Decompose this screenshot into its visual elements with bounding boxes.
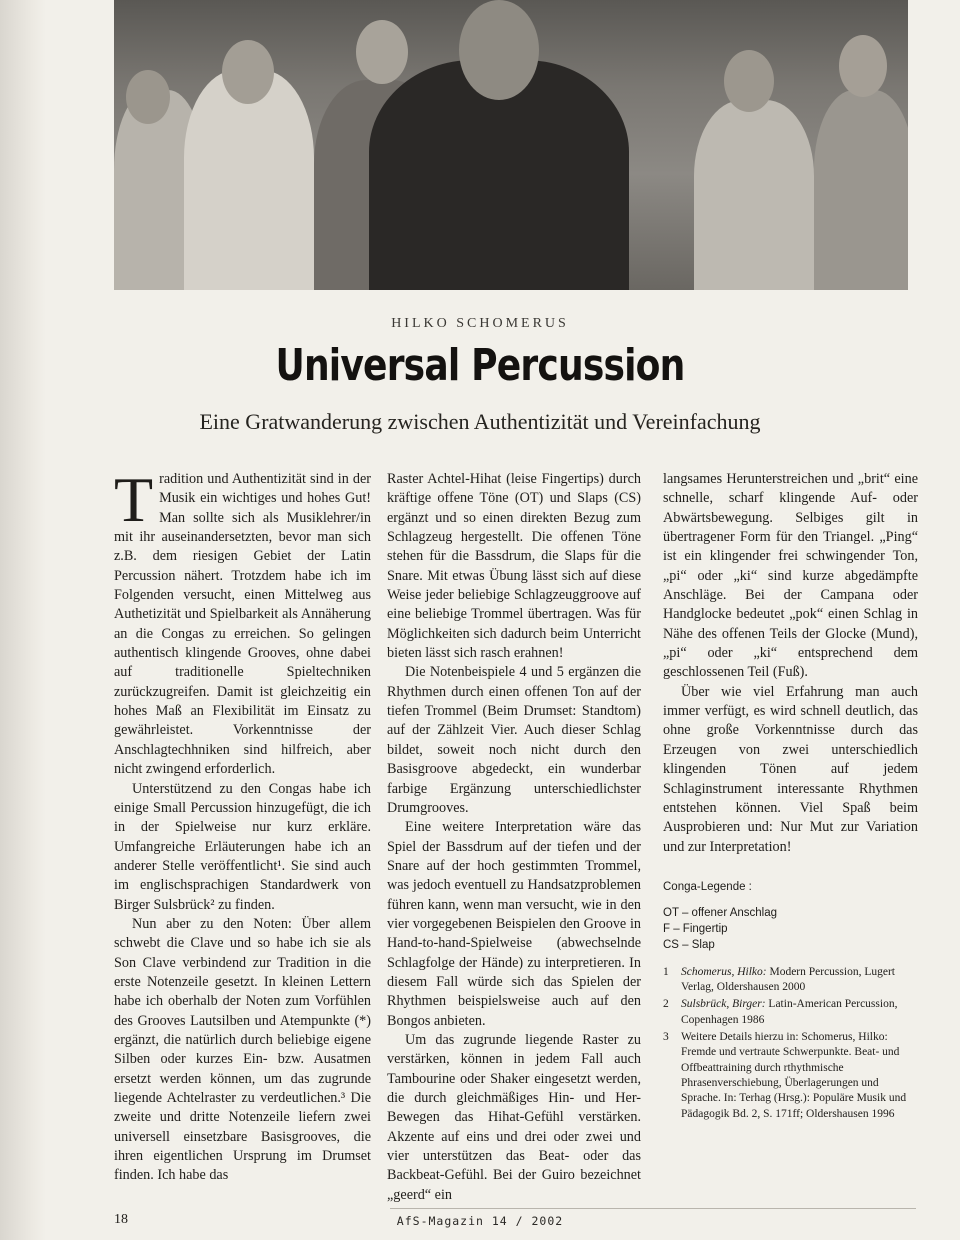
- footnote: 1 Schomerus, Hilko: Modern Percussion, Lugert Verlag, Oldershausen 2000: [663, 965, 895, 994]
- page-shadow: [0, 0, 46, 1240]
- footnote: 2 Sulsbrück, Birger: Latin-American Percussion, Copenhagen 1986: [663, 998, 898, 1026]
- paragraph: Um das zugrunde liegende Raster zu verstärken, können in jedem Fall auch Tambourine oder Shaker eingesetzt werden, die durch gleichmäßiges Hin- und Her-Bewegen das Hihat-Gefühl verstärken. Akzente auf eins und drei oder zwei und vier unterstützen das Beat- oder das Backbeat-Gefühl. Bei der Guiro bezeichnet „geerd“ ein: [387, 1031, 641, 1203]
- footer-rule: [390, 1208, 916, 1209]
- author-byline: HILKO SCHOMERUS: [391, 316, 569, 331]
- paragraph: Eine weitere Interpretation wäre das Spiel der Bassdrum auf der tiefen und der Snare auf der hoch gestimmten Trommel, was jedoch eventuell zu Handsatzproblemen führen kann, wenn man versucht, wie in den vier vorgegebenen Beispielen den Groove in Hand-to-hand-Spielweise (abwechselnde Schlagfolge der Hände) zu interpretieren. In diesem Fall würde sich das Spielen der Rhythmen beispielsweise auch auf den Bongos anbieten.: [387, 819, 641, 1029]
- paragraph: Nun aber zu den Noten: Über allem schwebt die Clave und so habe ich sie als Son Clave verbindend zur Tradition in die erste Notenzeile gesetzt. In kleinen Lettern habe ich oberhalb der Noten zum Vorfühlen des Grooves Lautsilben und Atempunkte (*) ergänzt, die natürlich durch beliebige eigene Silben oder kurzes Ein- bzw. Ausatmen ersetzt werden können, um das zugrunde liegende Achtelraster zu verdeutlichen.³ Die zweite und dritte Notenzeile liefern zwei universell einsetzbare Basisgrooves, die ihren eigentlichen Ursprung im Drumset finden. Ich habe das: [114, 915, 371, 1184]
- column-2: [387, 470, 641, 1205]
- legend-item: CS – Slap: [663, 938, 715, 951]
- legend-item: F – Fingertip: [663, 922, 728, 935]
- footnotes: [663, 965, 918, 1122]
- paragraph: Unterstützend zu den Congas habe ich einige Small Percussion hinzugefügt, die ich in der Spielweise nur kurz erkläre. Umfangreiche Erläuterungen habe ich an anderer Stelle veröffentlicht¹. Sie sind auch im englischsprachigen Standardwerk von Birger Sulsbrück² zu finden.: [114, 780, 371, 913]
- legend-item: OT – offener Anschlag: [663, 906, 778, 919]
- page-number: 18: [114, 1212, 128, 1227]
- article-subtitle: Eine Gratwanderung zwischen Authentizität und Vereinfachung: [199, 409, 761, 434]
- magazine-footer: AfS-Magazin 14 / 2002: [396, 1214, 564, 1228]
- paragraph: Tradition und Authentizität sind in der Musik ein wichtiges und hohes Gut! Man sollte sich als Musiklehrer/in mit ihr auseinandersetzten, bevor man sich z.B. dem riesigen Gebiet der Latin Percussion nähert. Trotzdem habe ich im Folgenden versucht, einen Mittelweg aus Authetizität und Spielbarkeit als Annäherung an die Congas zu erreichen. So gelingen authentisch klingende Grooves, ohne dabei auf traditionelle Spieltechniken zurückzugreifen. Damit ist gleichzeitig ein hohes Maß an Flexibilität im Einsatz zu gewährleistet. Vorkenntnisse der Anschlagtechhniken sind hilfreich, aber nicht zwingend erforderlich.: [114, 464, 371, 778]
- drop-cap: T: [114, 464, 154, 535]
- paragraph: Die Notenbeispiele 4 und 5 ergänzen die Rhythmen durch einen offenen Ton auf der tiefen Trommel (Beim Drumset: Standtom) auf der Zählzeit Vier. Auch dieser Schlag bildet, soweit noch nicht durch den Basisgroove abgedeckt, ein wunderbar farbige Ergänzung unterschiedlichster Drumgrooves.: [387, 664, 641, 816]
- paragraph: Über wie viel Erfahrung man auch immer verfügt, es wird schnell deutlich, das ohne große Vorkenntnisse durch das Erzeugen von zwei unterschiedlich klingenden Tönen auf jedem Schlaginstrument interessante Rhythmen entstehen können. Viel Spaß beim Ausprobieren und: Nur Mut zur Variation und zur Interpretation!: [663, 683, 918, 855]
- article-title: Universal Percussion: [275, 340, 685, 391]
- legend-title: Conga-Legende :: [663, 880, 752, 893]
- paragraph: Raster Achtel-Hihat (leise Fingertips) durch kräftige offene Töne (OT) und Slaps (CS) ergänzt und so einen direkten Bezug zum Schlagzeug hergestellt. Die offenen Töne stehen für die Bassdrum, die Slaps für die Snare. Mit etwas Übung lässt sich auf diese Weise jeder beliebige Schlagzeuggroove auf eine beliebige Trommel übertragen. Was für Möglichkeiten sich dadurch beim Unterricht bieten lässt sich rasch erahnen!: [387, 471, 641, 662]
- footnote: 3 Weitere Details hierzu in: Schomerus, Hilko: Fremde und vertraute Schwerpunkte. Beat- und Offbeattraining durch rthythmische Phrasenverschiebung, Überlagerungen und Sprache. In: Terhag (Hrsg.): Populäre Musik und Pädagogik Bd. 2, S. 171ff; Oldershausen 1996: [663, 1031, 907, 1120]
- conga-legend: [663, 879, 918, 953]
- column-1: [114, 464, 371, 1186]
- paragraph: langsames Herunterstreichen und „brit“ eine schnelle, scharf klingende Auf- oder Abwärtsbewegung. Selbiges gilt in übertragener Form für den Triangel. „Ping“ ist ein klingender frei schwingender Ton, „pi“ oder „ki“ sind kurze abgedämpfte Anschläge. Bei der Campana oder Handglocke bedeutet „pok“ einen Schlag in Nähe des offenen Teils der Glocke (Mund), „pi“ oder „ki“ entsprechend dem geschlossenen Teil (Fuß).: [663, 471, 918, 681]
- header-photo: [114, 0, 908, 290]
- column-3: [663, 470, 918, 1124]
